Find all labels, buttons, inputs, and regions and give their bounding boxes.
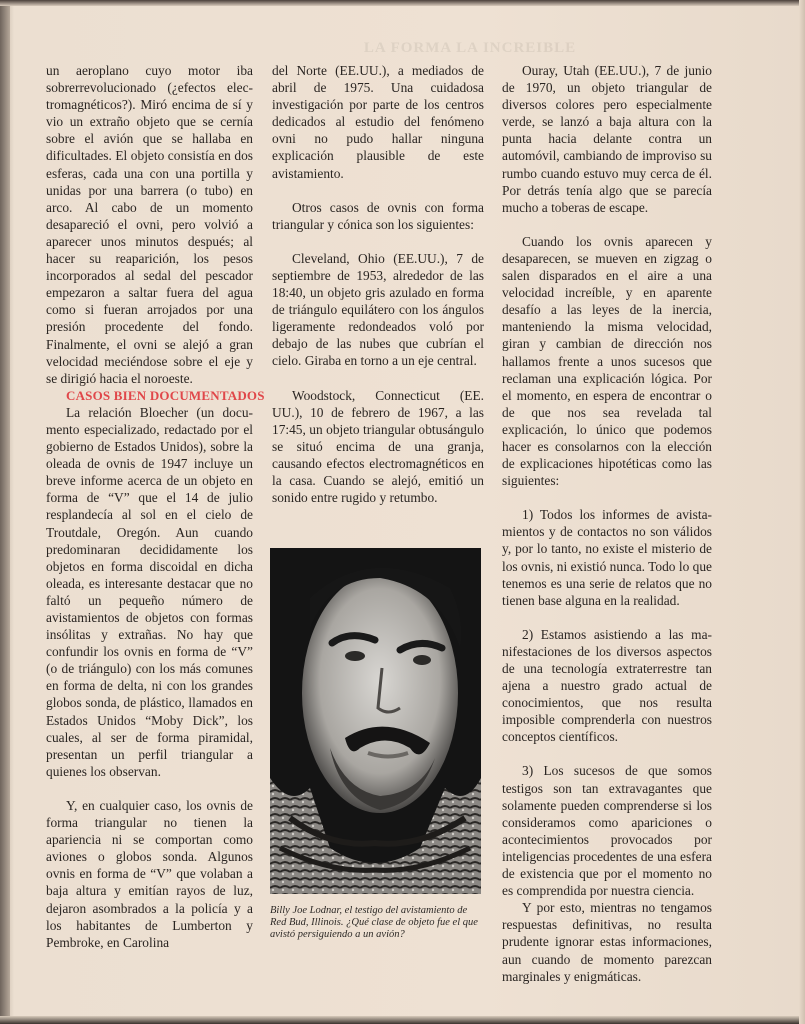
paragraph: 2) Estamos asistiendo a las manifestaciones de los diversos aspectos de una tecnología extraterrestre tan ajena a nuestro grado actual de conocimientos, que nos resulta imposible comprenderla con nuestros conceptos científicos. [502,626,712,745]
column-1 [46,62,265,951]
right-edge [799,0,805,1024]
photo-caption: Billy Joe Lodnar, el testigo del avistamiento de Red Bud, Illinois. ¿Qué clase de objeto fue el que avistó persiguiendo a un avión? [270,905,478,940]
paragraph: 3) Los sucesos de que somos testigos son tan extravagantes que solamente pueden comprenderse si los consideramos como apariciones o acontecimientos provocados por inteligencias procedentes de una esfera de existencia que por el momento no es comprendida por nuestra ciencia. [502,763,712,899]
portrait-photo [270,548,481,894]
paragraph: Cuando los ovnis aparecen y desaparecen, se mueven en zigzag o salen disparados en el aire a una velocidad increíble, y en aparente desafío a las leyes de la inercia, manteniendo la misma velocidad, giran y cambian de dirección nos hallamos frente a unos sucesos que reclaman una explicación lógica. Por el momento, en espera de encontrar o de que nos sea revelada tal explicación, lo único que podemos hacer es consolarnos con la elección de explicaciones hipotéticas como las siguientes: [502,233,712,489]
top-edge [0,0,805,6]
column-2 [272,62,484,506]
paragraph: del Norte (EE.UU.), a mediados de abril de 1975. Una cuidadosa investigación por parte de los centros dedicados al estudio del fenómeno ovni no pudo hallar ninguna explicación plausible de este avistamiento. [272,63,484,181]
paragraph: Cleveland, Ohio (EE.UU.), 7 de septiembre de 1953, alrededor de las 18:40, un objeto gris azulado en forma de triángulo equilátero con los ángulos ligeramente redondeados voló por debajo de las nubes que cubrían el cielo. Giraba en torno a un eje central. [272,250,484,369]
bottom-edge [0,1016,805,1024]
show-through-header: LA FORMA LA INCREIBLE [363,40,577,56]
paragraph: Y por esto, mientras no tengamos respuestas definitivas, no resulta prudente ignorar estas informaciones, aun cuando de momento parezcan marginales y enigmáticas. [502,900,712,984]
paragraph: Woodstock, Connecticut (EE. UU.), 10 de febrero de 1967, a las 17:45, un objeto triangular obtusángulo se situó encima de una granja, causando efectos electromagnéticos en la casa. Cuando se alejó, emitió un sonido entre rugido y retumbo. [272,387,484,506]
column-3 [502,62,712,985]
paragraph: La relación Bloecher (un documento especializado, redactado por el gobierno de Estados Unidos), sobre la oleada de ovnis de 1947 incluye un breve informe acerca de un objeto en forma de “V” que el 14 de julio resplandecía al sol en el cielo de Troutdale, Oregón. Aun cuando predominaran decididamente los objetos en forma discoidal en dicha oleada, es interesante destacar que no faltó un pequeño número de avistamientos de objetos con formas insólitas y extrañas. No hay que confundir los ovnis en forma de “V” (o de triángulo) con los más comunes en forma de delta, ni con los grandes globos sonda, de plástico, llamados en Estados Unidos “Moby Dick”, los cuales, al ser de forma piramidal, presentan un perfil triangular a quienes los observan. [46,404,253,779]
paragraph: Otros casos de ovnis con forma triangular y cónica son los siguientes: [272,199,484,232]
paragraph: un aeroplano cuyo motor iba sobrerrevolucionado (¿efectos electromagnéticos?). Miró encima de sí y vio un extraño objeto que se cernía sobre el avión que se hallaba en dificultades. El objeto consistía en dos esferas, cada una con una portilla y unidas por una barrera (o tubo) en arco. Al cabo de un momento desapareció el ovni, pero volvió a aparecer unos minutos después; al hacer su reaparición, los pesos incorporados al sedal del pescador empezaron a saltar fuera del agua como si fueran arrojados por una presión procedente del fondo. Finalmente, el ovni se alejó a gran velocidad meciéndose sobre el eje y se dirigió hacia el noroeste. [46,63,253,386]
paragraph: 1) Todos los informes de avistamientos y de contactos no son válidos y, por lo tanto, no existe el misterio de los ovnis, ni existió nunca. Todo lo que tenemos es una serie de relatos que no tienen base alguna en la realidad. [502,507,712,608]
portrait-illustration [270,548,481,894]
section-heading: CASOS BIEN DOCUMENTADOS [66,387,265,403]
paragraph: Ouray, Utah (EE.UU.), 7 de junio de 1970, un objeto triangular de diversos colores pero especialmente verde, se lanzó a baja altura con la punta hacia delante contra un automóvil, cambiando de improviso su rumbo cuando estuvo muy cerca de él. Por detrás tenía algo que se parecía mucho a toberas de escape. [502,63,712,215]
paragraph: Y, en cualquier caso, los ovnis de forma triangular no tienen la apariencia ni se comportan como aviones o globos sonda. Algunos ovnis en forma de “V” que volaban a baja altura y emitían rayos de luz, dejaron asombrados a la policía y a los habitantes de Lumberton y Pembroke, en Carolina [46,797,253,950]
spine-shadow [0,0,10,1024]
